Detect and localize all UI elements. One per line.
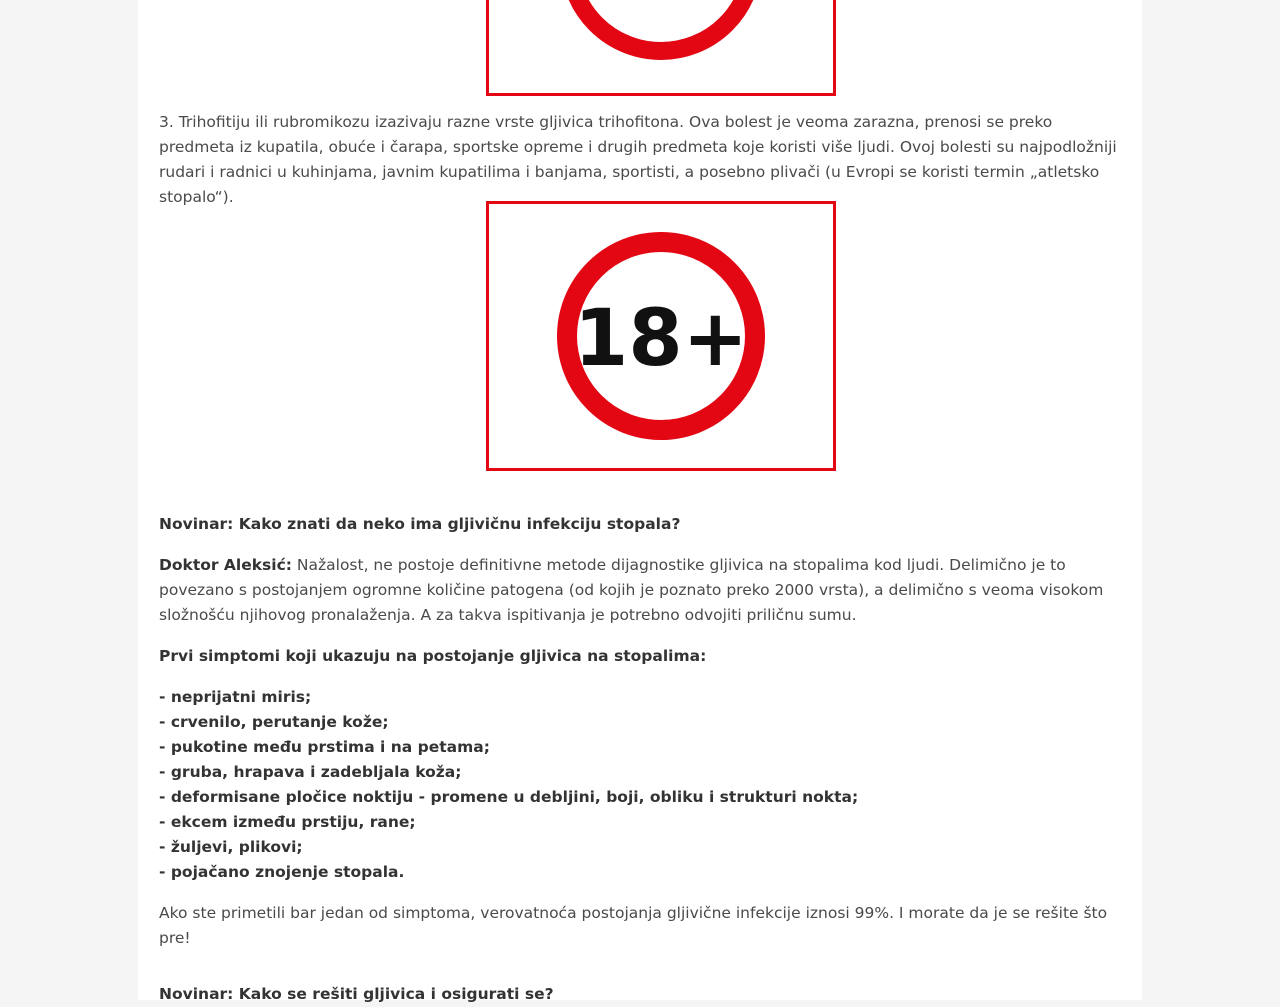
list-item: - crvenilo, perutanje kože; [159, 713, 389, 731]
list-item: - neprijatni miris; [159, 688, 312, 706]
answer-paragraph-1 [159, 553, 1121, 628]
answer-text: Nažalost, ne postoje definitivne metode dijagnostike gljivica na stopalima kod ljudi. Delimično je to povezano s postojanjem ogromne količine patogena (od kojih je poznato preko 2000 vrsta), a delimično s veoma visokom složnošću njihovog pronalaženja. A za takva ispitivanja je potrebno odvojiti priličnu sumu. [159, 556, 1104, 624]
list-item: - gruba, hrapava i zadebljala koža; [159, 763, 462, 781]
speaker-name: Doktor Aleksić: [159, 556, 292, 574]
paragraph-trihofitija: 3. Trihofitiju ili rubromikozu izazivaju razne vrste gljivica trihofitona. Ova bolest je veoma zarazna, prenosi se preko predmeta iz kupatila, obuće i čarapa, sportske opreme i drugih predmeta koje koristi više ljudi. Ovoj bolesti su najpodložniji rudari i radnici u kuhinjama, javnim kupatilima i banjama, sportisti, a posebno plivači (u Evropi se koristi termin „atletsko stopalo“). [159, 113, 1117, 206]
list-item: - deformisane pločice noktiju - promene u debljini, boji, obliku i strukturi nokta; [159, 788, 859, 806]
article-card [138, 0, 1142, 1003]
age-restriction-label: 18+ [574, 294, 748, 384]
list-item: - pukotine među prstima i na petama; [159, 738, 490, 756]
list-item: - ekcem između prstiju, rane; [159, 813, 416, 831]
age-restriction-sign-icon [489, 204, 833, 468]
list-item: - pojačano znojenje stopala. [159, 863, 405, 881]
age-restriction-image-top [486, 0, 836, 96]
list-item: - žuljevi, plikovi; [159, 838, 303, 856]
question-heading-2: Novinar: Kako se rešiti gljivica i osigurati se? [159, 985, 554, 1003]
conclusion-paragraph: Ako ste primetili bar jedan od simptoma, verovatnoća postojanja gljivične infekcije iznosi 99%. I morate da je se rešite što pre! [159, 904, 1108, 947]
question-heading-1: Novinar: Kako znati da neko ima gljivičnu infekciju stopala? [159, 515, 681, 533]
symptoms-list [159, 685, 1121, 885]
age-restriction-image [486, 201, 836, 471]
symptoms-heading: Prvi simptomi koji ukazuju na postojanje gljivica na stopalima: [159, 647, 707, 665]
age-restriction-sign-icon [489, 0, 833, 93]
